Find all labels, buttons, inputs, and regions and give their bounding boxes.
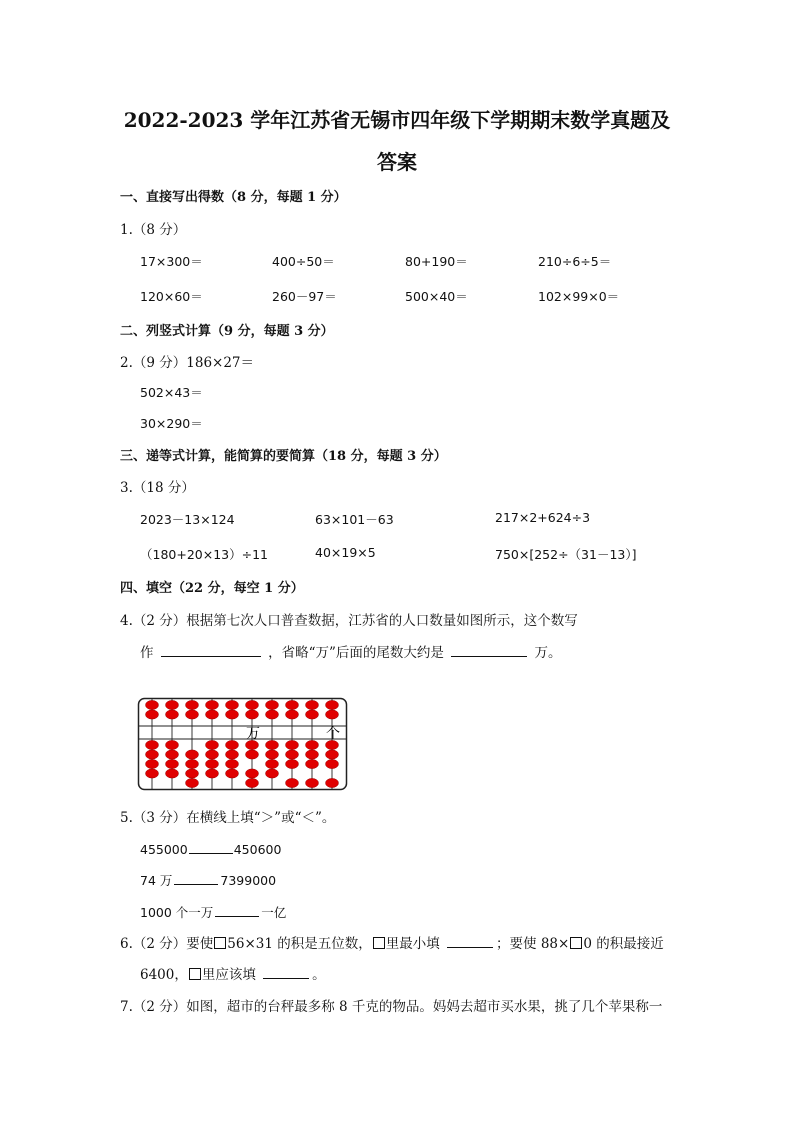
abacus-lower-bead (286, 740, 299, 749)
abacus-lower-bead (206, 740, 219, 749)
abacus-upper-bead (306, 700, 319, 709)
abacus-lower-bead (326, 750, 339, 759)
q5-right: 450600 (233, 842, 282, 857)
q6-text: 。 (312, 967, 326, 983)
abacus-lower-bead (146, 740, 159, 749)
q6-line1 (120, 932, 664, 952)
abacus-lower-bead (266, 750, 279, 759)
abacus-upper-bead (326, 700, 339, 709)
section1-heading: 一、直接写出得数（8 分，每题 1 分） (120, 190, 347, 205)
abacus-lower-bead (286, 759, 299, 768)
q6-text: 0 的积最接近 (583, 936, 664, 952)
q6-text: 里应该填 (201, 967, 256, 983)
q4-text-b: ，省略“万”后面的尾数大约是 (268, 645, 444, 661)
abacus-upper-bead (146, 700, 159, 709)
abacus-upper-bead (326, 710, 339, 719)
q5-left: 1000 个一万 (140, 905, 214, 920)
q2-item: 30×290＝ (140, 416, 203, 431)
q5-item-1 (140, 839, 281, 857)
abacus-lower-bead (246, 750, 259, 759)
abacus-lower-bead (166, 740, 179, 749)
q3-item: 217×2+624÷3 (495, 510, 591, 525)
q1-item: 210÷6÷5＝ (538, 254, 612, 269)
q6-text: 里最小填 (385, 936, 440, 952)
abacus-upper-bead (166, 700, 179, 709)
page-title-line1: 2022-2023 学年江苏省无锡市四年级下学期期末数学真题及 (123, 108, 671, 132)
q1-item: 80+190＝ (405, 254, 468, 269)
abacus-label-wan: 万 (246, 726, 260, 742)
q6-text: 6.（2 分）要使 (120, 936, 214, 952)
q4-line1: 4.（2 分）根据第七次人口普查数据，江苏省的人口数量如图所示，这个数写 (120, 613, 578, 629)
abacus-upper-bead (246, 710, 259, 719)
abacus-lower-bead (266, 740, 279, 749)
abacus-upper-bead (306, 710, 319, 719)
q6-text: ；要使 88× (496, 936, 570, 952)
abacus-upper-bead (186, 700, 199, 709)
q5-label: 5.（3 分）在横线上填“＞”或“＜”。 (120, 810, 336, 826)
abacus-lower-bead (226, 769, 239, 778)
abacus-lower-bead (186, 769, 199, 778)
section4-heading: 四、填空（22 分，每空 1 分） (120, 581, 304, 596)
q6-box-icon (214, 937, 226, 949)
q4-answer-blank-1[interactable] (161, 642, 261, 657)
abacus-upper-bead (266, 710, 279, 719)
abacus-lower-bead (226, 740, 239, 749)
q4-line2 (140, 641, 562, 661)
abacus-lower-bead (146, 759, 159, 768)
abacus-lower-bead (306, 778, 319, 787)
abacus-lower-bead (266, 769, 279, 778)
abacus-upper-bead (286, 700, 299, 709)
q5-answer-blank[interactable] (215, 902, 259, 917)
abacus-upper-bead (186, 710, 199, 719)
abacus-lower-bead (186, 778, 199, 787)
abacus-lower-bead (146, 750, 159, 759)
abacus-lower-bead (286, 778, 299, 787)
q6-line2 (140, 963, 326, 983)
abacus-lower-bead (206, 759, 219, 768)
q3-label: 3.（18 分） (120, 480, 195, 496)
abacus-lower-bead (206, 750, 219, 759)
q3-item: （180+20×13）÷11 (140, 547, 268, 562)
abacus-lower-bead (226, 750, 239, 759)
q1-item: 17×300＝ (140, 254, 203, 269)
q4-text-a: 作 (140, 645, 154, 661)
section2-heading: 二、列竖式计算（9 分，每题 3 分） (120, 324, 334, 339)
abacus-upper-bead (166, 710, 179, 719)
q2-item: 502×43＝ (140, 385, 203, 400)
abacus-lower-bead (246, 778, 259, 787)
abacus-lower-bead (286, 750, 299, 759)
q6-box-icon (373, 937, 385, 949)
q1-item: 260－97＝ (272, 289, 337, 304)
abacus-lower-bead (306, 750, 319, 759)
abacus-lower-bead (306, 759, 319, 768)
abacus-label-ge: 个 (326, 726, 340, 742)
page-title-line2: 答案 (377, 150, 417, 174)
q3-item: 40×19×5 (315, 545, 376, 560)
abacus-upper-bead (266, 700, 279, 709)
abacus-upper-bead (246, 700, 259, 709)
abacus-lower-bead (326, 778, 339, 787)
abacus-lower-bead (246, 769, 259, 778)
abacus-lower-bead (186, 750, 199, 759)
q6-text: 56×31 的积是五位数， (227, 936, 372, 952)
q1-item: 120×60＝ (140, 289, 203, 304)
section3-heading: 三、递等式计算，能简算的要简算（18 分，每题 3 分） (120, 449, 447, 464)
q3-item: 63×101－63 (315, 512, 394, 527)
abacus-lower-bead (306, 740, 319, 749)
q1-item: 500×40＝ (405, 289, 468, 304)
abacus-upper-bead (206, 710, 219, 719)
q3-item: 2023－13×124 (140, 512, 235, 527)
q1-item: 102×99×0＝ (538, 289, 620, 304)
abacus-lower-bead (266, 759, 279, 768)
abacus-upper-bead (226, 700, 239, 709)
q5-right: 一亿 (261, 905, 287, 920)
q5-left: 455000 (140, 842, 188, 857)
q4-text-c: 万。 (534, 645, 562, 661)
q5-item-2 (140, 870, 276, 889)
q4-answer-blank-2[interactable] (451, 642, 527, 657)
abacus-lower-bead (146, 769, 159, 778)
abacus-upper-bead (206, 700, 219, 709)
q3-item: 750×[252÷（31－13）] (495, 547, 637, 562)
q1-item: 400÷50＝ (272, 254, 335, 269)
q5-left: 74 万 (140, 873, 173, 888)
q6-box-icon (189, 968, 201, 980)
abacus-lower-bead (166, 759, 179, 768)
q7-line1: 7.（2 分）如图，超市的台秤最多称 8 千克的物品。妈妈去超市买水果，挑了几个苹果称一 (120, 999, 663, 1015)
abacus-upper-bead (226, 710, 239, 719)
abacus-lower-bead (186, 759, 199, 768)
q6-text: 6400， (140, 967, 188, 983)
q2-label: 2.（9 分）186×27＝ (120, 355, 255, 371)
q1-label: 1.（8 分） (120, 222, 187, 238)
q5-item-3 (140, 902, 286, 921)
abacus-upper-bead (146, 710, 159, 719)
abacus-lower-bead (226, 759, 239, 768)
q6-answer-blank-2[interactable] (263, 964, 309, 979)
q5-answer-blank[interactable] (189, 839, 233, 854)
q6-answer-blank-1[interactable] (447, 933, 493, 948)
q6-box-icon (570, 937, 582, 949)
abacus-upper-bead (286, 710, 299, 719)
abacus-figure (137, 697, 349, 793)
abacus-lower-bead (206, 769, 219, 778)
abacus-lower-bead (166, 769, 179, 778)
abacus-lower-bead (326, 759, 339, 768)
abacus-lower-bead (166, 750, 179, 759)
q5-right: 7399000 (220, 873, 277, 888)
q5-answer-blank[interactable] (174, 870, 218, 885)
